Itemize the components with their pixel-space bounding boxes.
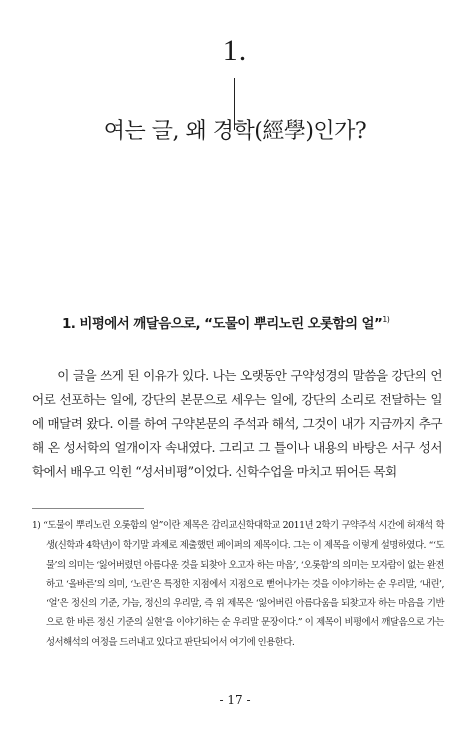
- footnote-reference: 1): [382, 315, 390, 324]
- footnote-item: [32, 516, 444, 652]
- footnote-divider: [32, 508, 144, 509]
- chapter-title: 여는 글, 왜 경학(經學)인가?: [103, 119, 367, 144]
- body-text: [32, 364, 442, 484]
- footnote-text: “도물이 뿌리노린 오롯함의 얼”이란 제목은 감리교신학대학교 2011년 2학기 구약주석 시간에 허재석 학생(신학과 4학년)이 학기말 과제로 제출했던 페이퍼의 제목이다. 그는 이 제목을 이렇게 설명하였다. “‘도물’의 의미는 ‘잃어버렸던 아름다운 것을 되찾아 오고자 하는 마음’, ‘오롯함’의 의미는 모자람이 없는 완전하고 ‘올바른’의 의미, ‘노린’은 특정한 지점에서 지점으로 뻗어나가는 것을 이야기하는 순 우리말, ‘내린’, ‘얼’은 정신의 기준, 가늠, 정신의 우리말, 즉 위 제목은 ‘잃어버린 아름다움을 되찾고자 하는 마음을 기반으로 한 바른 정신 기준의 실현’을 이야기하는 순 우리말 문장이다.” 이 제목이 비평에서 깨달음으로 가는 성서해석의 여정을 드러내고 있다고 판단되어서 여기에 인용한다.: [43, 520, 445, 648]
- body-paragraph: 이 글을 쓰게 된 이유가 있다. 나는 오랫동안 구약성경의 말씀을 강단의 언어로 선포하는 일에, 강단의 본문으로 세우는 일에, 강단의 소리로 전달하는 일에 매달려 왔다. 이를 하여 구약본문의 주석과 해석, 그것이 내가 지금까지 추구해 온 성서학의 얼개이자 속내였다. 그리고 그 틀이나 내용의 바탕은 서구 성서학에서 배우고 익힌 “성서비평”이었다. 신학수업을 마치고 뛰어든 목회: [32, 368, 442, 479]
- section-heading-text: 1. 비평에서 깨달음으로, “도물이 뿌리노린 오롯함의 얼”: [62, 316, 383, 332]
- section-heading: [62, 312, 442, 332]
- footnote-marker: 1): [32, 521, 41, 531]
- page-number: - 17 -: [219, 693, 251, 707]
- chapter-number: 1.: [222, 34, 248, 67]
- footnote: [32, 516, 444, 652]
